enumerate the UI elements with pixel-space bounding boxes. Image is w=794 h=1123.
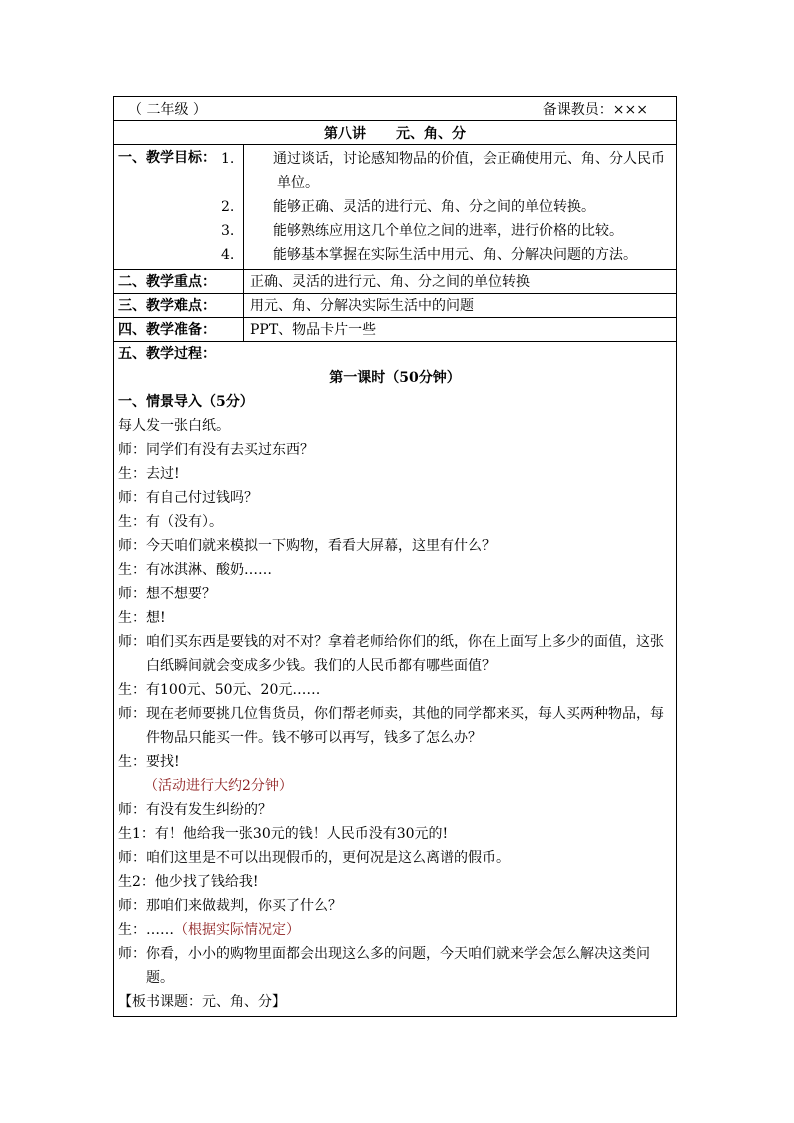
dialogue-line: 师：同学们有没有去买过东西？ bbox=[118, 442, 314, 458]
key-points-row bbox=[114, 270, 676, 294]
board-title: 【板书课题：元、角、分】 bbox=[118, 994, 286, 1010]
difficulty-value: 用元、角、分解决实际生活中的问题 bbox=[250, 298, 474, 314]
dialogue-line: 师：有自己付过钱吗？ bbox=[118, 490, 258, 506]
dialogue-line: 生：去过! bbox=[118, 466, 180, 482]
key-points-value: 正确、灵活的进行元、角、分之间的单位转换 bbox=[250, 274, 530, 290]
dialogue-line: 师：那咱们来做裁判，你买了什么？ bbox=[118, 898, 342, 914]
difficulty-label: 三、教学难点： bbox=[114, 294, 244, 317]
activity-note: （活动进行大约2分钟） bbox=[144, 778, 293, 794]
dialogue-line: 师：咱们买东西是要钱的对不对？拿着老师给你们的纸，你在上面写上多少的面值，这张白纸瞬间就会变成多少钱。我们的人民币都有哪些面值？ bbox=[118, 634, 664, 674]
dialogue-line: 生：有100元、50元、20元…… bbox=[118, 682, 321, 698]
preparation-row bbox=[114, 318, 676, 342]
dialogue-line bbox=[118, 918, 672, 942]
dialogue-line: 生：有冰淇淋、酸奶…… bbox=[118, 562, 272, 578]
goals-label: 一、教学目标： bbox=[114, 145, 244, 269]
dialogue-line: 生1：有！他给我一张30元的钱！人民币没有30元的! bbox=[118, 826, 449, 842]
lesson-title-row bbox=[114, 121, 676, 145]
dialogue-line: 师：今天咱们就来模拟一下购物，看看大屏幕，这里有什么？ bbox=[118, 538, 496, 554]
goal-item: 3. 能够熟练应用这几个单位之间的进率，进行价格的比较。 bbox=[221, 223, 623, 239]
goals-list bbox=[221, 145, 676, 269]
dialogue-line: 生：有（没有）。 bbox=[118, 514, 223, 530]
student-prefix: 生：…… bbox=[118, 922, 174, 938]
teacher-label: 备课教员：××× bbox=[542, 101, 648, 118]
section-title: 一、情景导入（5分） bbox=[118, 394, 254, 410]
session-title: 第一课时（50分钟） bbox=[329, 370, 461, 386]
dialogue-line: 生：要找! bbox=[118, 754, 180, 770]
process-label: 五、教学过程： bbox=[118, 346, 216, 362]
dialogue-line: 每人发一张白纸。 bbox=[118, 418, 230, 434]
difficulty-row bbox=[114, 294, 676, 318]
lesson-number: 第八讲 bbox=[324, 125, 366, 142]
dialogue-line: 师：你看，小小的购物里面都会出现这么多的问题，今天咱们就来学会怎么解决这类问题。 bbox=[118, 946, 650, 986]
dialogue-line: 师：现在老师要挑几位售货员，你们帮老师卖，其他的同学都来买，每人买两种物品，每件物品只能买一件。钱不够可以再写，钱多了怎么办？ bbox=[118, 706, 664, 746]
preparation-label: 四、教学准备： bbox=[114, 318, 244, 341]
key-points-label: 二、教学重点： bbox=[114, 270, 244, 293]
dialogue-line: 师：想不想要？ bbox=[118, 586, 216, 602]
lesson-topic: 元、角、分 bbox=[396, 125, 466, 142]
preparation-value: PPT、物品卡片一些 bbox=[250, 322, 377, 338]
student-note: （根据实际情况定） bbox=[174, 922, 300, 938]
goal-item: 2. 能够正确、灵活的进行元、角、分之间的单位转换。 bbox=[221, 199, 595, 215]
dialogue-line: 师：咱们这里是不可以出现假币的，更何况是这么离谱的假币。 bbox=[118, 850, 510, 866]
goals-row bbox=[114, 145, 676, 270]
dialogue-line: 生：想! bbox=[118, 610, 166, 626]
process-section bbox=[114, 342, 676, 1016]
goal-item: 1. 通过谈话，讨论感知物品的价值，会正确使用元、角、分人民币单位。 bbox=[221, 151, 665, 191]
dialogue-line: 师：有没有发生纠纷的？ bbox=[118, 802, 272, 818]
grade-label: （ 二年级 ） bbox=[128, 101, 207, 118]
lesson-plan-table bbox=[113, 96, 677, 1017]
dialogue-line: 生2：他少找了钱给我! bbox=[118, 874, 259, 890]
header-row bbox=[114, 97, 676, 121]
goal-item: 4. 能够基本掌握在实际生活中用元、角、分解决问题的方法。 bbox=[221, 247, 637, 263]
